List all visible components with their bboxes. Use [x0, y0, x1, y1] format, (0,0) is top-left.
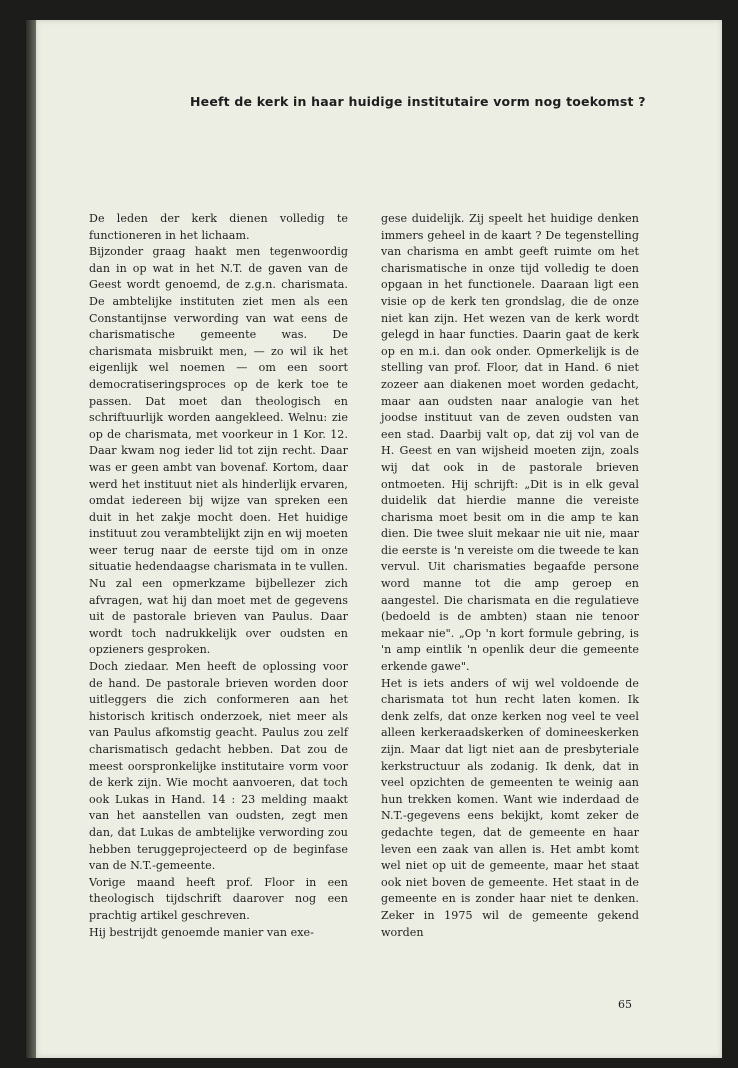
running-title: Heeft de kerk in haar huidige institutaire vorm nog toekomst ?	[190, 94, 646, 109]
left-text-column	[89, 211, 348, 941]
paragraph: Vorige maand heeft prof. Floor in een theologisch tijdschrift daarover nog een prachtig artikel geschreven.	[89, 875, 348, 922]
page-number: 65	[618, 998, 632, 1011]
paragraph: Doch ziedaar. Men heeft de oplossing voor de hand. De pastorale brieven worden door uitleggers die zich conformeren aan het historisch kritisch onderzoek, niet meer als van Paulus afkomstig geacht. Paulus zou zelf charismatisch gedacht hebben. Dat zou de meest oorspronkelijke institutaire vorm voor de kerk zijn. Wie mocht aanvoeren, dat toch ook Lukas in Hand. 14 : 23 melding maakt van het aanstellen van oudsten, zegt men dan, dat Lukas de ambtelijke verwording zou hebben teruggeprojecteerd op de beginfase van de N.T.-gemeente.	[89, 660, 348, 873]
page-binding-edge	[26, 20, 36, 1058]
paragraph: gese duidelijk. Zij speelt het huidige denken immers geheel in de kaart ? De tegenstelling van charisma en ambt geeft ruimte om het charismatische in onze tijd volledig te doen opgaan in het functionele. Daaraan ligt een visie op de kerk ten grondslag, die de onze niet kan zijn. Het wezen van de kerk wordt gelegd in haar functies. Daarin gaat de kerk op en m.i. dan ook onder. Opmerkelijk is de stelling van prof. Floor, dat in Hand. 6 niet zozeer aan diakenen moet worden gedacht, maar aan oudsten naar analogie van het joodse instituut van de zeven oudsten van een stad. Daarbij valt op, dat zij vol van de H. Geest en van wijsheid moeten zijn, zoals wij dat ook in de pastorale brieven ontmoeten. Hij schrijft: „Dit is in elk geval duidelik dat hierdie manne die vereiste charisma moet besit om in die amp te kan dien. Die twee sluit mekaar nie uit nie, maar die eerste is 'n vereiste om die tweede te kan vervul. Uit charismaties begaafde persone word manne tot die amp geroep en aangestel. Die charismata en die regulatieve (bedoeld is de ambten) staan nie tenoor mekaar nie". „Op 'n kort formule gebring, is 'n amp eintlik 'n openlik deur die gemeente erkende gawe".	[381, 212, 639, 674]
paragraph: Hij bestrijdt genoemde manier van exe-	[89, 925, 314, 939]
paragraph: De leden der kerk dienen volledig te functioneren in het lichaam.	[89, 212, 348, 242]
paragraph: Bijzonder graag haakt men tegenwoordig dan in op wat in het N.T. de gaven van de Geest wordt genoemd, de z.g.n. charismata. De ambtelijke instituten ziet men als een Constantijnse verwording van wat eens de charismatische gemeente was. De charismata misbruikt men, — zo wil ik het eigenlijk wel noemen — om een soort democratiseringsproces op de kerk toe te passen. Dat moet dan theologisch en schriftuurlijk worden aangekleed. Welnu: zie op de charismata, met voorkeur in 1 Kor. 12. Daar kwam nog ieder lid tot zijn recht. Daar was er geen ambt van bovenaf. Kortom, daar werd het instituut niet als hinderlijk ervaren, omdat iedereen bij wijze van spreken een duit in het zakje mocht doen. Het huidige instituut zou verambtelijkt zijn en wij moeten weer terug naar de eerste tijd om in onze situatie hedendaagse charismata in te vullen. Nu zal een opmerkzame bijbellezer zich afvragen, wat hij dan moet met de gegevens uit de pastorale brieven van Paulus. Daar wordt toch nadrukkelijk over oudsten en opzieners gesproken.	[89, 245, 348, 657]
paragraph: Het is iets anders of wij wel voldoende de charismata tot hun recht laten komen. Ik denk zelfs, dat onze kerken nog veel te veel alleen kerkeraadskerken of domineeskerken zijn. Maar dat ligt niet aan de presbyteriale kerkstructuur als zodanig. Ik denk, dat in veel opzichten de gemeenten te weinig aan hun trekken komen. Want wie inderdaad de N.T.-gegevens eens bekijkt, komt zeker de gedachte tegen, dat de gemeente en haar leven een zaak van allen is. Het ambt komt wel niet op uit de gemeente, maar het staat ook niet boven de gemeente. Het staat in de gemeente en is zonder haar niet te denken. Zeker in 1975 wil de gemeente gekend worden	[381, 676, 639, 939]
right-text-column	[381, 211, 639, 941]
